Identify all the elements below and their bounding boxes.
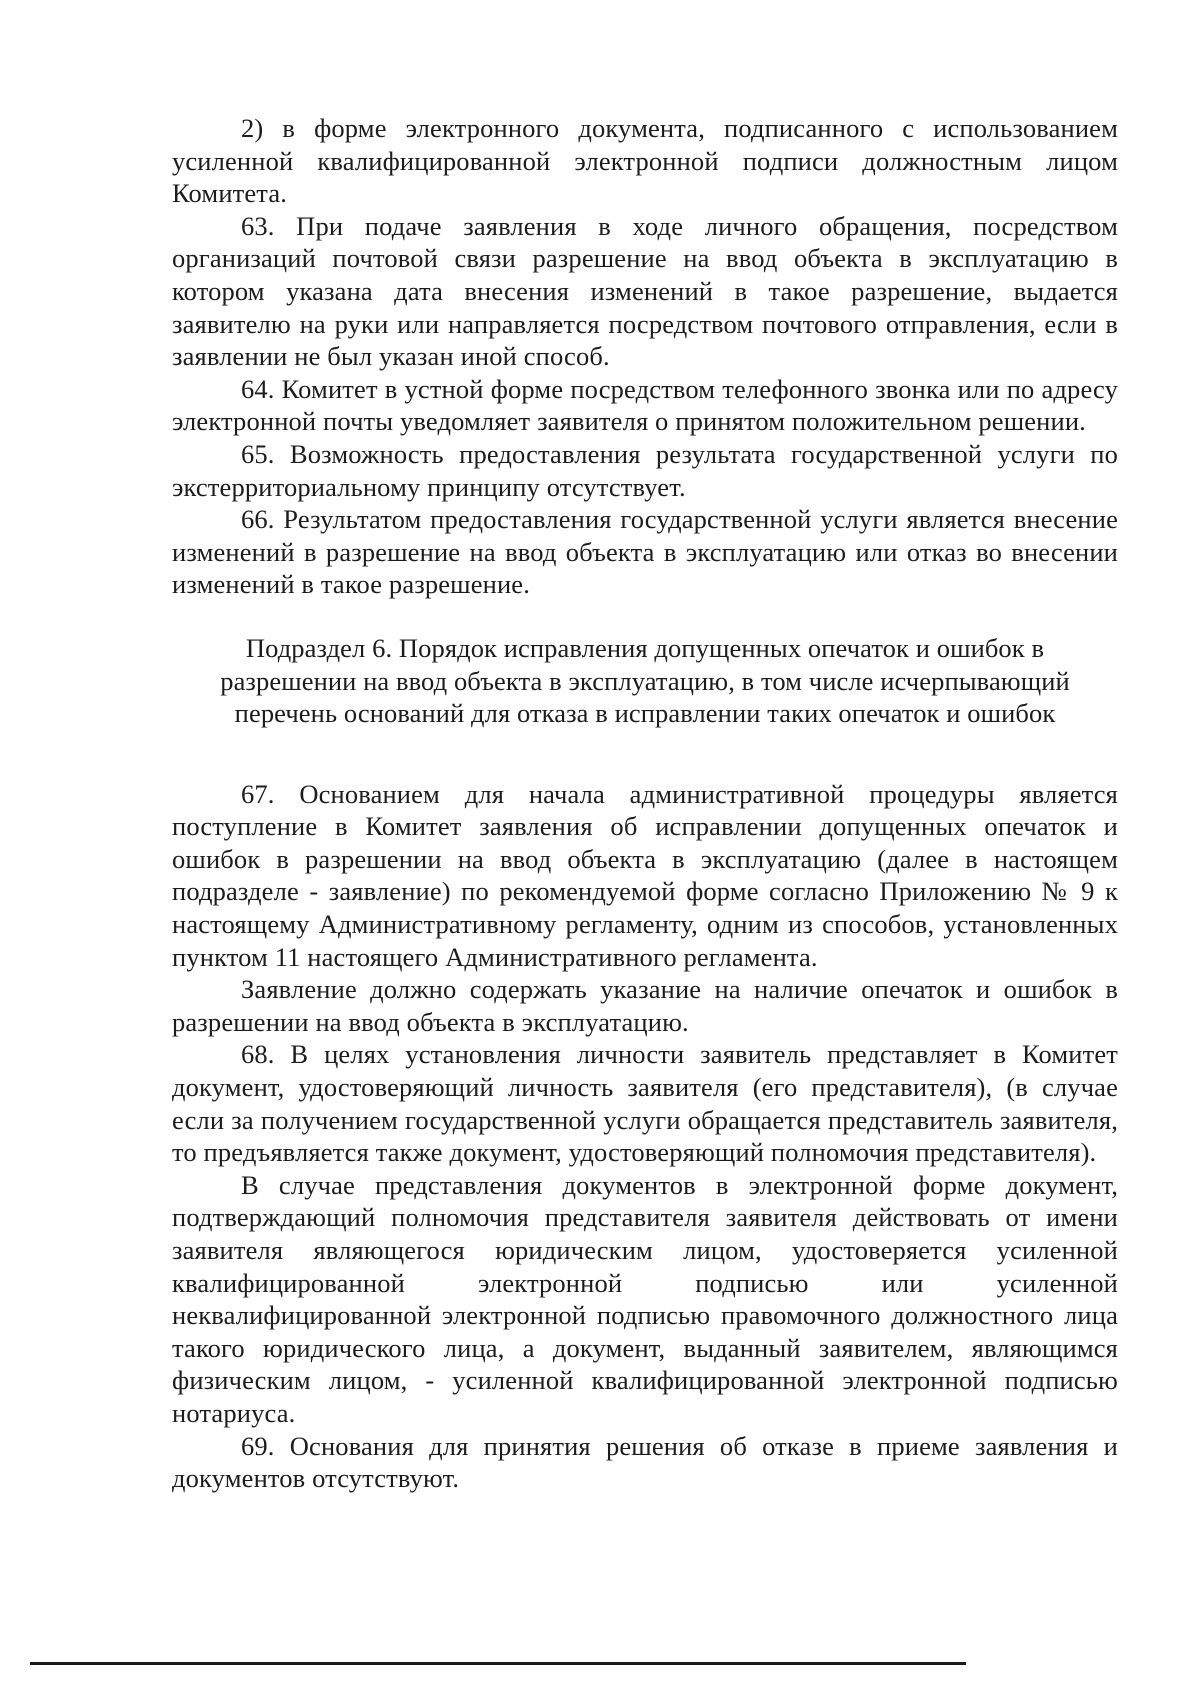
- paragraph-67-continuation: Заявление должно содержать указание на наличие опечаток и ошибок в разрешении на ввод объекта в эксплуатацию.: [172, 974, 1118, 1037]
- paragraph-68: 68. В целях установления личности заявитель представляет в Комитет документ, удостоверяющий личность заявителя (его представителя), (в случае если за получением государственной услуги обращается представитель заявителя, то предъявляется также документ, удостоверяющий полномочия представителя).: [172, 1039, 1118, 1168]
- paragraph-68-continuation: В случае представления документов в электронной форме документ, подтверждающий полномочия представителя заявителя действовать от имени заявителя являющегося юридическим лицом, удостоверяется усиленной квалифицированной электронной подписью или усиленной неквалифицированной электронной подписью правомочного должностного лица такого юридического лица, а документ, выданный заявителем, являющимся физическим лицом, - усиленной квалифицированной электронной подписью нотариуса.: [172, 1169, 1118, 1428]
- paragraph-65: 65. Возможность предоставления результата государственной услуги по экстерриториальному принципу отсутствует.: [172, 438, 1118, 502]
- paragraph-62-item-2: 2) в форме электронного документа, подписанного с использованием усиленной квалифицированной электронной подписи должностным лицом Комитета.: [172, 113, 1118, 209]
- bottom-divider-line: [30, 1662, 966, 1665]
- section-heading-line-3: перечень оснований для отказа в исправлении таких опечаток и ошибок: [234, 698, 1056, 729]
- document-body: [172, 112, 1118, 1495]
- paragraph-66: 66. Результатом предоставления государственной услуги является внесение изменений в разрешение на ввод объекта в эксплуатацию или отказ во внесении изменений в такое разрешение.: [172, 504, 1118, 600]
- paragraph-63: 63. При подаче заявления в ходе личного обращения, посредством организаций почтовой связи разрешение на ввод объекта в эксплуатацию в котором указана дата внесения изменений в такое разрешение, выдается заявителю на руки или направляется посредством почтового отправления, если в заявлении не был указан иной способ.: [172, 210, 1118, 372]
- section-heading: [172, 632, 1118, 730]
- paragraph-69: 69. Основания для принятия решения об отказе в приеме заявления и документов отсутствуют.: [172, 1430, 1118, 1494]
- paragraph-67: 67. Основанием для начала административной процедуры является поступление в Комитет заявления об исправлении допущенных опечаток и ошибок в разрешении на ввод объекта в эксплуатацию (далее в настоящем подразделе - заявление) по рекомендуемой форме согласно Приложению № 9 к настоящему Административному регламенту, одним из способов, установленных пунктом 11 настоящего Административного регламента.: [172, 778, 1118, 972]
- section-heading-line-2: разрешении на ввод объекта в эксплуатацию, в том числе исчерпывающий: [220, 665, 1070, 696]
- paragraph-64: 64. Комитет в устной форме посредством телефонного звонка или по адресу электронной почты уведомляет заявителя о принятом положительном решении.: [172, 373, 1118, 437]
- section-heading-line-1: Подраздел 6. Порядок исправления допущенных опечаток и ошибок в: [245, 632, 1045, 663]
